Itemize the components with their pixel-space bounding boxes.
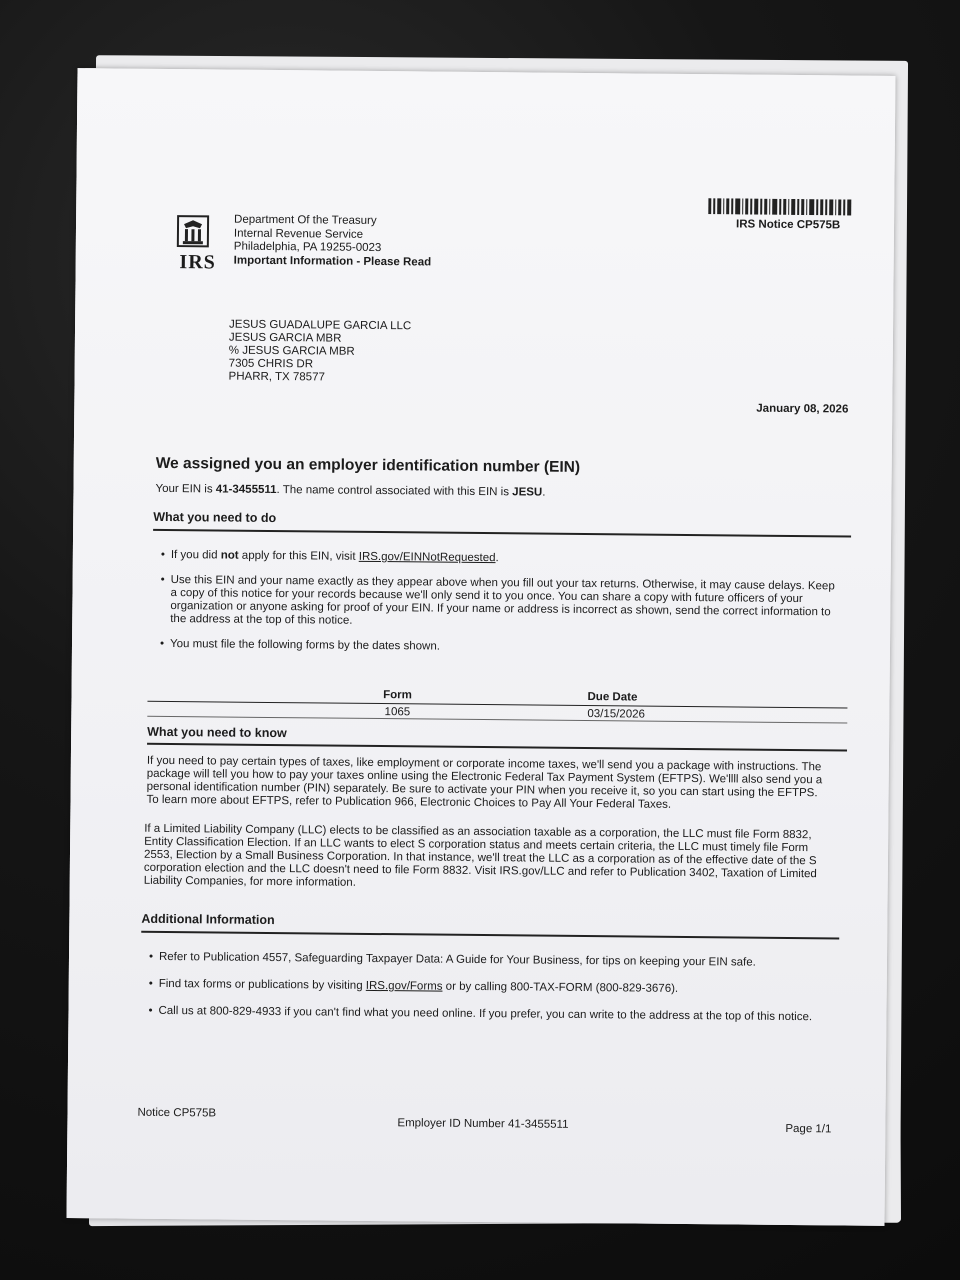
column-header-form: Form [383,689,412,702]
list-item: • You must file the following forms by the dates shown. [160,638,840,658]
agency-line: Department Of the Treasury [234,213,377,227]
ein-middle: . The name control associated with this EIN is [276,484,513,499]
irs-logo-text: IRS [179,251,216,274]
footer-page-number: Page 1/1 [785,1122,832,1136]
agency-block [234,214,432,270]
barcode-icon [708,198,853,215]
footer-notice-id: Notice CP575B [137,1106,217,1120]
irs-forms-link[interactable]: IRS.gov/Forms [365,979,443,993]
irs-logo [176,214,221,274]
section-heading-additional: Additional Information [141,911,275,928]
section-divider [147,743,847,752]
bullet-bold: not [220,549,239,562]
bullet-text: Find tax forms or publications by visiting [158,977,366,992]
ein-statement [155,483,545,499]
need-to-do-list [160,549,841,670]
section-divider [141,931,839,940]
bullet-text: If you did [170,549,221,562]
llc-paragraph: If a Limited Liability Company (LLC) elects to be classified as an association taxable as a corporation, the LLC must file Form 8832, Entity Classification Election. If an LLC wants to elect S corporation status and meets certain criteria, the LLC must timely file Form 2553, Election by a Small Business Corporation. In that instance, we'll treat the LLC as a corporation as of the effective date of the S corporation election and the LLC doesn't need to file Form 8832. Visit IRS.gov/LLC and refer to Publication 3402, Taxation of Limited Liability Companies, for more information. [143,822,817,889]
address-line: JESUS GARCIA MBR [228,331,342,345]
additional-info-list [148,951,839,1039]
irs-notice-page [66,68,895,1226]
name-control-value: JESU [512,486,543,499]
list-item [161,549,841,569]
list-item: • Call us at 800-829-4933 if you can't find what you need online. If you prefer, you can write to the address at the top of this notice. [148,1005,838,1025]
agency-line: Philadelphia, PA 19255-0023 [233,240,382,255]
footer-employer-id: Employer ID Number 41-3455511 [397,1117,569,1131]
list-item: • Refer to Publication 4557, Safeguarding Taxpayer Data: A Guide for Your Business, for tips on keeping your EIN safe. [149,951,839,971]
ein-suffix: . [542,486,546,499]
eftps-paragraph: If you need to pay certain types of taxes, like employment or corporate income taxes, we'll send you a package with instructions. The package will tell you how to pay your taxes online using the Electronic Federal Tax Payment System (EFTPS). We'llll also send you a personal identification number (PIN) separately. Be sure to activate your PIN when you receive it, so you can start using the EFTPS. To learn more about EFTPS, refer to Publication 966, Electronic Choices to Pay All Your Federal Taxes. [146,754,823,811]
address-line: JESUS GUADALUPE GARCIA LLC [229,318,412,333]
mailing-address [229,319,412,386]
list-item [149,978,839,998]
ein-not-requested-link[interactable]: IRS.gov/EINNotRequested [358,550,496,565]
bullet-text: or by calling 800-TAX-FORM (800-829-3676). [442,980,679,995]
section-heading-need-to-do: What you need to do [153,509,277,526]
agency-line: Internal Revenue Service [233,227,364,241]
important-label: Important Information - Please Read [233,254,432,269]
address-line: PHARR, TX 78577 [228,370,325,384]
form-cell: 1065 [384,706,411,719]
bullet-text: . [495,552,499,565]
column-header-due-date: Due Date [587,691,638,704]
section-heading-need-to-know: What you need to know [147,724,287,741]
due-date-cell: 03/15/2026 [587,708,645,721]
section-divider [153,529,851,538]
address-line: 7305 CHRIS DR [228,357,314,371]
page-title: We assigned you an employer identification number (EIN) [155,454,581,476]
notice-date: January 08, 2026 [756,402,849,416]
forms-due-table [147,687,847,724]
ein-prefix: Your EIN is [155,482,216,496]
ein-value: 41-3455511 [215,483,277,497]
eagle-emblem-icon [176,214,210,248]
bullet-text: apply for this EIN, visit [238,549,359,563]
notice-id-top: IRS Notice CP575B [736,218,841,232]
list-item: • Use this EIN and your name exactly as they appear above when you fill out your tax returns. Otherwise, it may cause delays. Keep a copy of this notice for your records because we'll only send it to you once. You can share a copy with future officers of your organization or anyone asking for proof of your EIN. If your name or address is incorrect as shown, send the correct information to the address at the top of this notice. [160,574,840,633]
address-line: % JESUS GARCIA MBR [228,344,355,358]
